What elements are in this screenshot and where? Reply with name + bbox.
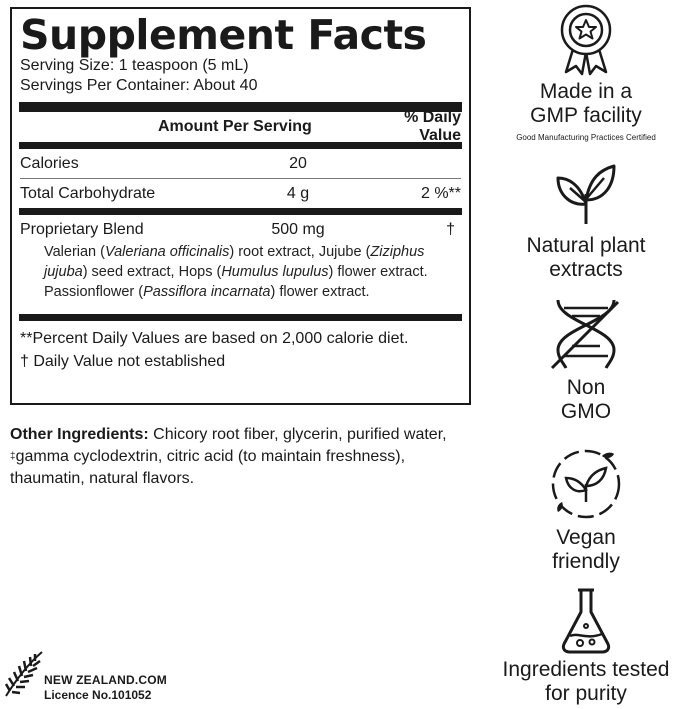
double-dagger: ‡	[10, 451, 16, 462]
facts-header-row	[20, 109, 461, 144]
vegan-leaf-icon	[548, 446, 624, 522]
other-ingredients-label: Other Ingredients:	[10, 426, 149, 443]
facts-title: Supplement Facts	[20, 11, 427, 59]
blend-name: Proprietary Blend	[20, 221, 144, 238]
divider-medium	[19, 314, 462, 321]
ingredient-latin: Humulus lupulus	[221, 264, 329, 280]
badge-natural-plant	[493, 164, 679, 282]
amount-per-serving-header: Amount Per Serving	[158, 118, 312, 135]
daily-value-header: % Daily Value	[404, 109, 461, 144]
ingredient-text: Passionflower (	[44, 284, 144, 300]
blend-dv: †	[446, 221, 455, 238]
divider-medium	[19, 208, 462, 215]
nz-brand: NEW ZEALAND.COM	[44, 673, 167, 687]
badge-non-gmo	[493, 298, 679, 424]
badge-line1: Natural plant	[526, 234, 646, 257]
proprietary-blend-row	[20, 218, 461, 242]
servings-per-container: Servings Per Container: About 40	[20, 77, 258, 94]
nutrient-row-carbohydrate	[20, 179, 461, 208]
nz-licence: Licence No.101052	[44, 688, 152, 702]
nutrient-amount: 4 g	[286, 184, 310, 202]
ingredient-latin: Passiflora incarnata	[143, 284, 271, 300]
footnote-dagger: † Daily Value not established	[20, 353, 226, 370]
lab-flask-icon	[558, 586, 614, 656]
nutrient-amount: 20	[289, 154, 307, 172]
new-zealand-logo	[4, 650, 174, 706]
plant-leaves-icon	[556, 164, 616, 226]
other-ingredients-text: thaumatin, natural flavors.	[10, 470, 195, 487]
badge-line1: Made in a	[539, 80, 633, 103]
badge-line1: Ingredients tested	[502, 658, 670, 681]
silver-fern-icon	[4, 650, 44, 700]
badge-vegan	[493, 446, 679, 574]
badge-gmp	[493, 2, 679, 144]
ingredient-latin: Valeriana officinalis	[104, 244, 230, 260]
footnote-daily-values: **Percent Daily Values are based on 2,000 calorie diet.	[20, 330, 409, 347]
badge-line2: friendly	[552, 550, 620, 573]
badge-caption: Good Manufacturing Practices Certified	[516, 133, 656, 142]
other-ingredients	[10, 424, 470, 490]
other-ingredients-text: gamma cyclodextrin, citric acid (to maintain freshness),	[15, 448, 406, 465]
ingredient-text: ) flower extract.	[270, 284, 370, 300]
badge-line2: for purity	[545, 682, 627, 705]
nutrient-row-calories	[20, 149, 461, 178]
ingredient-text: ) flower extract.	[328, 264, 428, 280]
non-gmo-dna-icon	[548, 298, 624, 370]
badge-line2: extracts	[549, 258, 623, 281]
ingredient-text: Valerian (	[44, 244, 105, 260]
badge-line1: Vegan	[556, 526, 616, 549]
serving-size: Serving Size: 1 teaspoon (5 mL)	[20, 57, 249, 74]
award-ribbon-icon	[556, 2, 616, 76]
other-ingredients-text: Chicory root fiber, glycerin, purified water,	[148, 426, 447, 443]
nutrient-name: Total Carbohydrate	[20, 184, 156, 202]
nutrient-dv: 2 %**	[420, 184, 461, 202]
badge-line2: GMO	[560, 400, 612, 423]
ingredient-text: ) root extract, Jujube (	[229, 244, 371, 260]
facts-footnotes	[20, 321, 461, 373]
badge-tested	[493, 586, 679, 706]
nutrient-name: Calories	[20, 154, 79, 172]
ingredient-latin: jujuba	[44, 264, 83, 280]
ingredient-latin: Ziziphus	[370, 244, 425, 260]
blend-amount: 500 mg	[271, 221, 325, 238]
badge-line2: GMP facility	[530, 104, 642, 127]
badge-line1: Non	[566, 376, 606, 399]
supplement-facts-panel	[10, 7, 471, 405]
ingredient-text: ) seed extract, Hops (	[82, 264, 222, 280]
blend-ingredients	[20, 242, 461, 302]
